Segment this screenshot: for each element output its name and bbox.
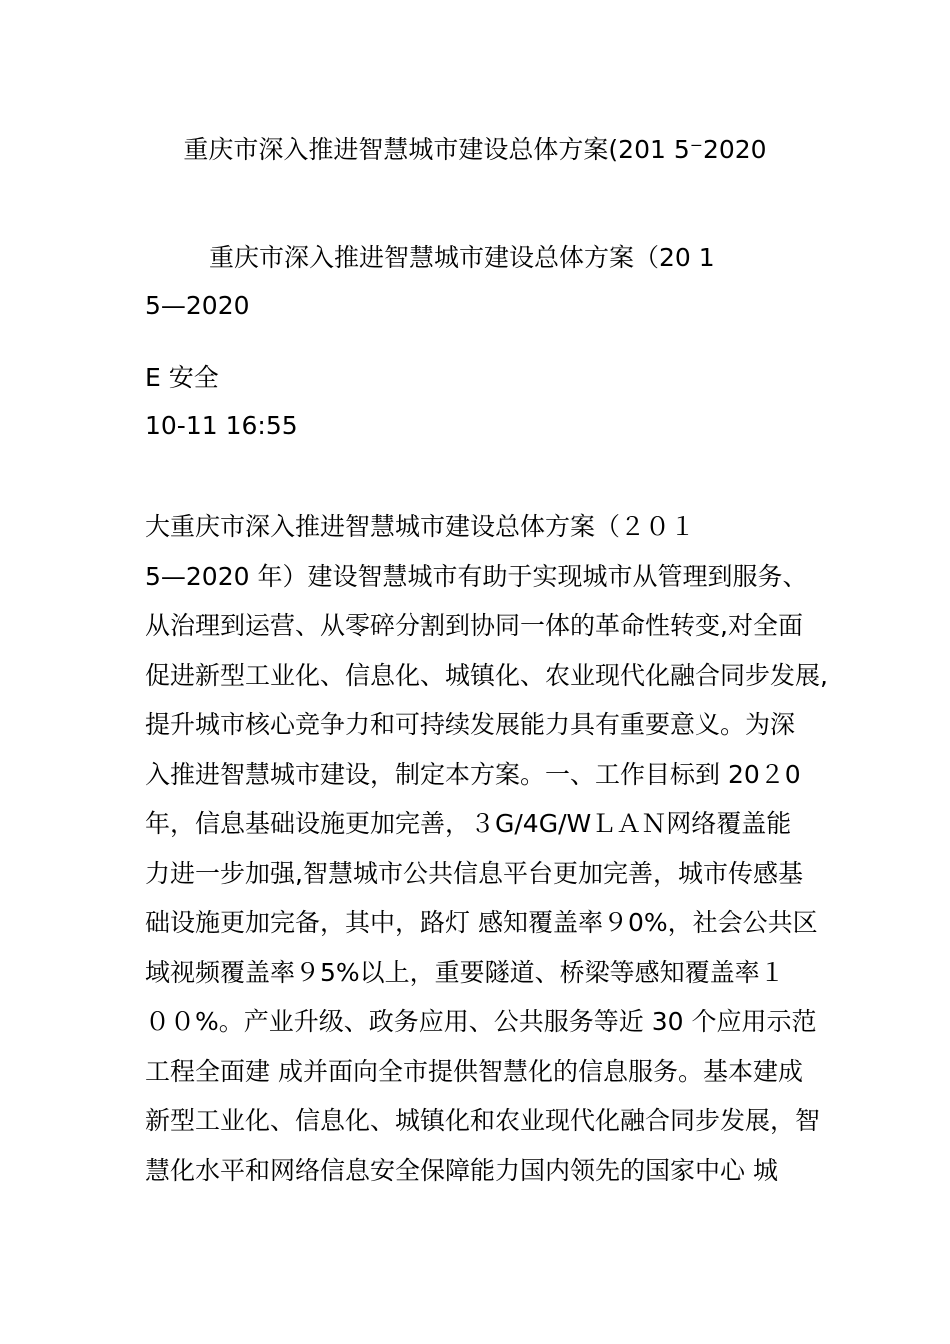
body-paragraph [145,502,828,1195]
document-title: 重庆市深入推进智慧城市建设总体方案(201 5⁻2020 [183,135,767,164]
article-meta [145,354,298,450]
body-line: 提升城市核心竞争力和可持续发展能力具有重要意义。为深 [145,710,796,739]
timestamp: 10-11 16:55 [145,411,298,440]
body-line: 年，信息基础设施更加完善，３G/4G/WＬＡＮ网络覆盖能 [145,809,792,838]
body-line: 促进新型工业化、信息化、城镇化、农业现代化融合同步发展, [145,660,828,690]
body-line: 大重庆市深入推进智慧城市建设总体方案（２０１ [145,512,696,541]
body-line: 域视频覆盖率９5%以上，重要隧道、桥梁等感知覆盖率１ [145,957,785,987]
document-subtitle [145,234,805,330]
body-line: ００%。产业升级、政务应用、公共服务等近 30 个应用示范 [145,1007,817,1036]
body-line: 础设施更加完备，其中，路灯 感知覆盖率９0%，社会公共区 [145,908,818,937]
body-line: 新型工业化、信息化、城镇化和农业现代化融合同步发展，智 [145,1106,821,1135]
body-line: 入推进智慧城市建设，制定本方案。一、工作目标到 20２0 [145,759,801,789]
body-line: 5—2020 年）建设智慧城市有助于实现城市从管理到服务、 [145,561,808,591]
body-line: 慧化水平和网络信息安全保障能力国内领先的国家中心 城 [145,1155,778,1185]
subtitle-line-2: 5—2020 [145,291,250,320]
body-line: 从治理到运营、从零碎分割到协同一体的革命性转变,对全面 [145,611,803,640]
source-label: E 安全 [145,363,219,392]
body-line: 力进一步加强,智慧城市公共信息平台更加完善，城市传感基 [145,858,803,888]
body-line: 工程全面建 成并面向全市提供智慧化的信息服务。基本建成 [145,1056,803,1086]
subtitle-line-1: 重庆市深入推进智慧城市建设总体方案（20 1 [209,243,715,272]
